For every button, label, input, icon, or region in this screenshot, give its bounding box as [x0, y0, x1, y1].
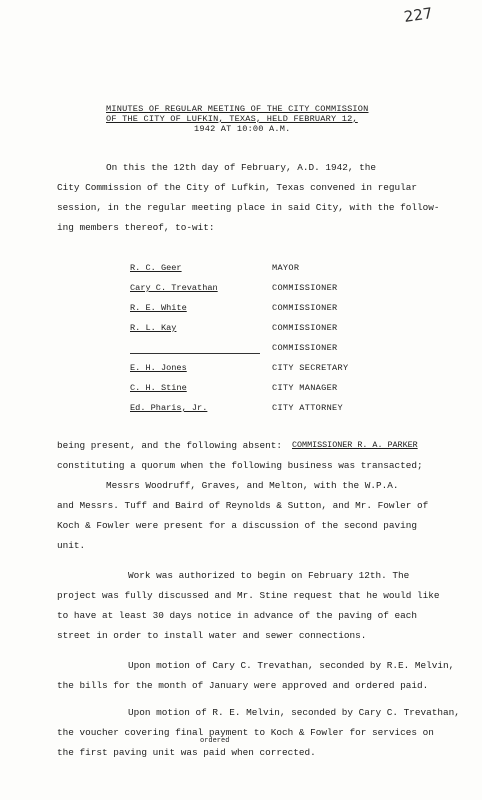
member-name-3: R. E. White — [130, 303, 187, 313]
item1-line-3: Koch & Fowler were present for a discussion of the second paving — [57, 520, 418, 531]
item2-line-3: to have at least 30 days notice in advance of the paving of each — [57, 610, 418, 621]
item3-line-2: the bills for the month of January were approved and ordered paid. — [57, 680, 429, 691]
item2-line-4: street in order to install water and sewer connections. — [57, 630, 367, 641]
absent-line-2: constituting a quorum when the following business was transacted; — [57, 460, 423, 471]
member-title-1: MAYOR — [272, 263, 300, 273]
absent-value: COMMISSIONER R. A. PARKER — [292, 440, 418, 450]
item1-line-2: and Messrs. Tuff and Baird of Reynolds & Sutton, and Mr. Fowler of — [57, 500, 429, 511]
member-name-5 — [130, 343, 260, 354]
item4-line-3: the first paving unit was paid when corrected. — [57, 747, 316, 758]
item1-line-1: Messrs Woodruff, Graves, and Melton, with the W.P.A. — [106, 480, 399, 491]
member-name-7: C. H. Stine — [130, 383, 187, 393]
member-title-6: CITY SECRETARY — [272, 363, 349, 373]
member-name-4: R. L. Kay — [130, 323, 177, 333]
absent-prefix: being present, and the following absent: — [57, 440, 283, 451]
title-line-3: 1942 AT 10:00 A.M. — [194, 124, 291, 134]
title-line-2: OF THE CITY OF LUFKIN, TEXAS, HELD FEBRUARY 12, — [106, 114, 358, 124]
member-title-3: COMMISSIONER — [272, 303, 338, 313]
member-title-7: CITY MANAGER — [272, 383, 338, 393]
intro-line-2: City Commission of the City of Lufkin, Texas convened in regular — [57, 182, 418, 193]
title-line-1: MINUTES OF REGULAR MEETING OF THE CITY COMMISSION — [106, 104, 369, 114]
page-number: 227 — [402, 4, 434, 26]
item4-line-1: Upon motion of R. E. Melvin, seconded by Cary C. Trevathan, — [128, 707, 460, 718]
member-title-5: COMMISSIONER — [272, 343, 338, 353]
member-title-4: COMMISSIONER — [272, 323, 338, 333]
member-name-6: E. H. Jones — [130, 363, 187, 373]
member-title-2: COMMISSIONER — [272, 283, 338, 293]
item2-line-1: Work was authorized to begin on February 12th. The — [128, 570, 410, 581]
item1-line-4: unit. — [57, 540, 86, 551]
item2-line-2: project was fully discussed and Mr. Stine request that he would like — [57, 590, 440, 601]
intro-line-4: ing members thereof, to-wit: — [57, 222, 215, 233]
item3-line-1: Upon motion of Cary C. Trevathan, seconded by R.E. Melvin, — [128, 660, 455, 671]
inserted-word: ordered — [200, 737, 230, 745]
item4-line-2: the voucher covering final payment to Koch & Fowler for services on — [57, 727, 434, 738]
member-title-8: CITY ATTORNEY — [272, 403, 343, 413]
member-name-2: Cary C. Trevathan — [130, 283, 218, 293]
intro-line-3: session, in the regular meeting place in said City, with the follow- — [57, 202, 440, 213]
member-name-1: R. C. Geer — [130, 263, 182, 273]
intro-line-1: On this the 12th day of February, A.D. 1942, the — [106, 162, 377, 173]
member-name-8: Ed. Pharis, Jr. — [130, 403, 208, 413]
